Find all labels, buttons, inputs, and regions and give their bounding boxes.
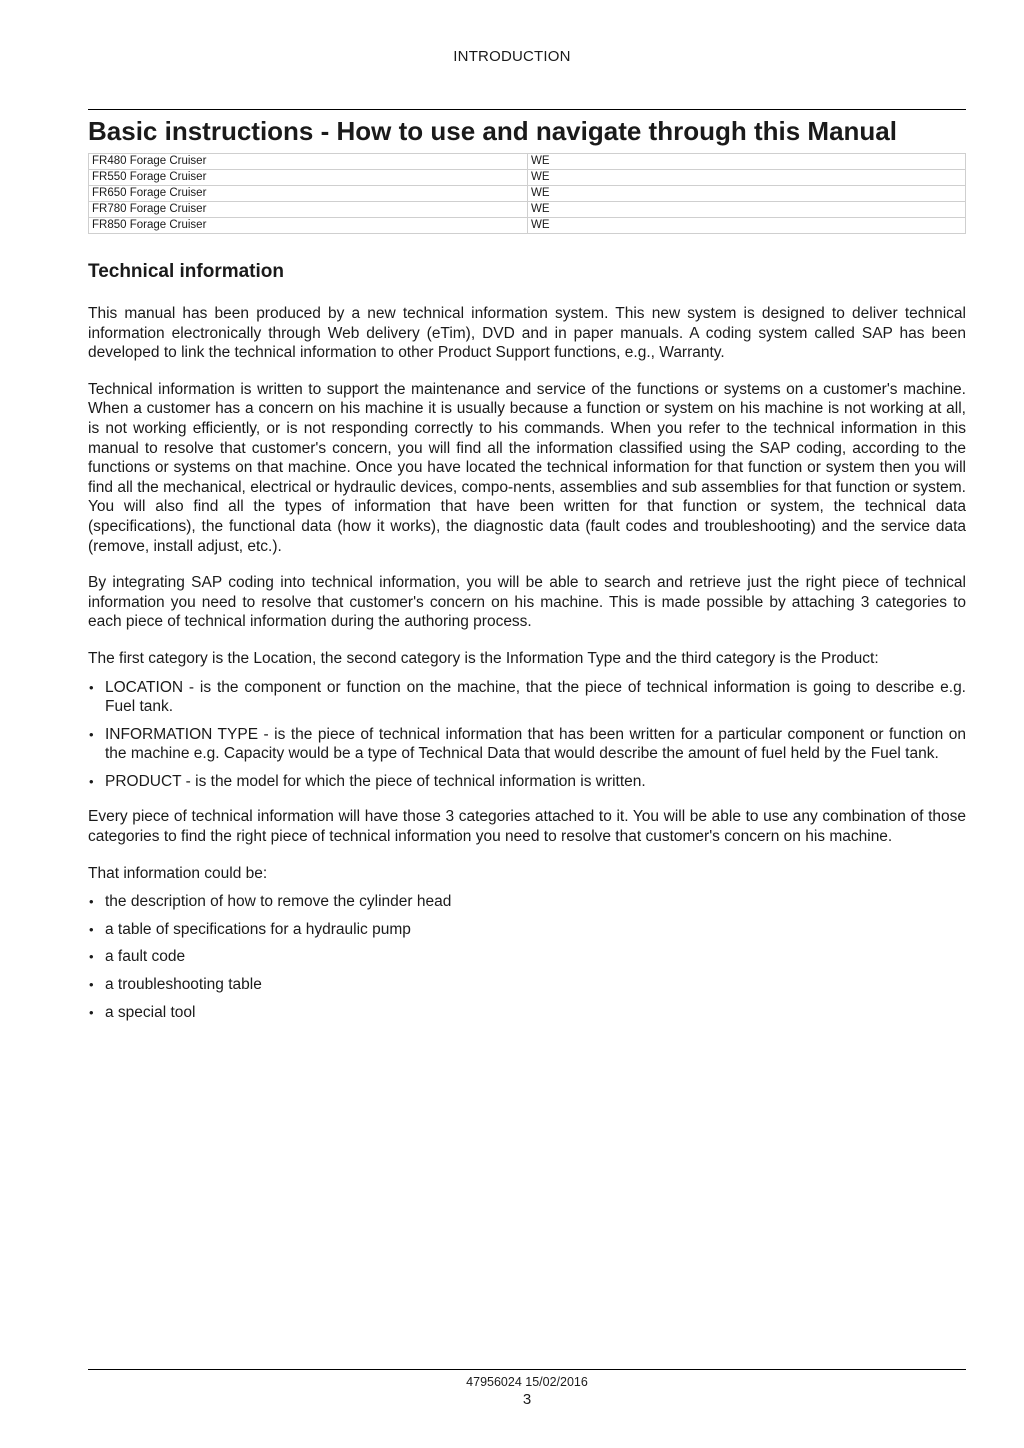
list-item bbox=[88, 1003, 966, 1023]
list-item-text: PRODUCT - is the model for which the piece of technical information is written. bbox=[105, 772, 646, 790]
paragraph-sap-coding: By integrating SAP coding into technical information, you will be able to search and retrieve just the right piece of technical information you need to resolve that customer's concern on his machine. This is made possible by attaching 3 categories to each piece of technical information during the authoring process. bbox=[88, 574, 966, 631]
model-cell: FR780 Forage Cruiser bbox=[89, 202, 528, 218]
example-list bbox=[88, 892, 966, 1022]
list-item bbox=[88, 947, 966, 967]
model-cell: FR550 Forage Cruiser bbox=[89, 170, 528, 186]
table-row bbox=[89, 170, 966, 186]
table-row bbox=[89, 186, 966, 202]
list-item bbox=[88, 920, 966, 940]
list-item-text: a table of specifications for a hydraulic pump bbox=[105, 920, 411, 938]
bullet-icon: • bbox=[89, 726, 94, 742]
list-item bbox=[88, 772, 966, 792]
model-cell: FR480 Forage Cruiser bbox=[89, 154, 528, 170]
title-rule bbox=[88, 109, 966, 110]
paragraph-purpose: Technical information is written to support the maintenance and service of the functions or systems on a customer's machine. When a customer has a concern on his machine it is usually because a function or system on his machine is not working at all, is not working efficiently, or is not responding correctly to his commands. When you refer to the technical information in this manual to resolve that customer's concern, you will find all the information classified using the SAP coding, according to the functions or systems on that machine. Once you have located the technical information for that function or system then you will find all the mechanical, electrical or hydraulic devices, compo-nents, assemblies and sub assemblies for that function or system. You will also find all the types of information that have been written for that function or system, the technical data (specifications), the functional data (how it works), the diagnostic data (fault codes and troubleshooting) and the service data (remove, install adjust, etc.). bbox=[88, 380, 966, 555]
list-item-text: a fault code bbox=[105, 948, 186, 966]
main-content bbox=[88, 258, 966, 1038]
page-number: 3 bbox=[522, 1391, 532, 1408]
table-row bbox=[89, 154, 966, 170]
bullet-icon: • bbox=[89, 894, 94, 910]
market-cell: WE bbox=[528, 186, 966, 202]
paragraph-examples-intro: That information could be: bbox=[88, 864, 268, 882]
bullet-icon: • bbox=[89, 977, 94, 993]
section-heading: Technical information bbox=[88, 261, 285, 282]
footer-rule bbox=[88, 1369, 966, 1370]
list-item bbox=[88, 725, 966, 764]
bullet-icon: • bbox=[89, 679, 94, 695]
market-cell: WE bbox=[528, 202, 966, 218]
list-item-text: a special tool bbox=[105, 1003, 196, 1021]
market-cell: WE bbox=[528, 170, 966, 186]
bullet-icon: • bbox=[89, 1004, 94, 1020]
document-code: 47956024 15/02/2016 bbox=[466, 1375, 588, 1389]
model-cell: FR850 Forage Cruiser bbox=[89, 218, 528, 234]
market-cell: WE bbox=[528, 154, 966, 170]
category-list bbox=[88, 678, 966, 792]
list-item-text: the description of how to remove the cylinder head bbox=[105, 893, 452, 911]
list-item-text: a troubleshooting table bbox=[105, 976, 262, 994]
market-cell: WE bbox=[528, 218, 966, 234]
bullet-icon: • bbox=[89, 921, 94, 937]
table-row bbox=[89, 202, 966, 218]
paragraph-intro: This manual has been produced by a new technical information system. This new system is designed to deliver technical information electronically through Web delivery (eTim), DVD and in paper manuals. A coding system called SAP has been developed to link the technical information to other Product Support functions, e.g., Warranty. bbox=[88, 305, 966, 362]
list-item bbox=[88, 678, 966, 717]
bullet-icon: • bbox=[89, 773, 94, 789]
bullet-icon: • bbox=[89, 949, 94, 965]
applicability-table bbox=[88, 153, 966, 234]
table-row bbox=[89, 218, 966, 234]
list-item-text: INFORMATION TYPE - is the piece of technical information that has been written for a particular component or function on the machine e.g. Capacity would be a type of Technical Data that would describe the amount of fuel held by the Fuel tank. bbox=[105, 725, 966, 763]
paragraph-categories: The first category is the Location, the second category is the Information Type and the third category is the Product: bbox=[88, 649, 879, 667]
list-item-text: LOCATION - is the component or function on the machine, that the piece of technical information is going to describe e.g. Fuel tank. bbox=[105, 678, 966, 716]
list-item bbox=[88, 975, 966, 995]
page-title: Basic instructions - How to use and navigate through this Manual bbox=[88, 116, 897, 146]
model-cell: FR650 Forage Cruiser bbox=[89, 186, 528, 202]
list-item bbox=[88, 892, 966, 912]
paragraph-combination: Every piece of technical information will have those 3 categories attached to it. You will be able to use any combination of those categories to find the right piece of technical information you need to resolve that customer's concern on his machine. bbox=[88, 808, 966, 846]
running-header: INTRODUCTION bbox=[453, 48, 571, 65]
